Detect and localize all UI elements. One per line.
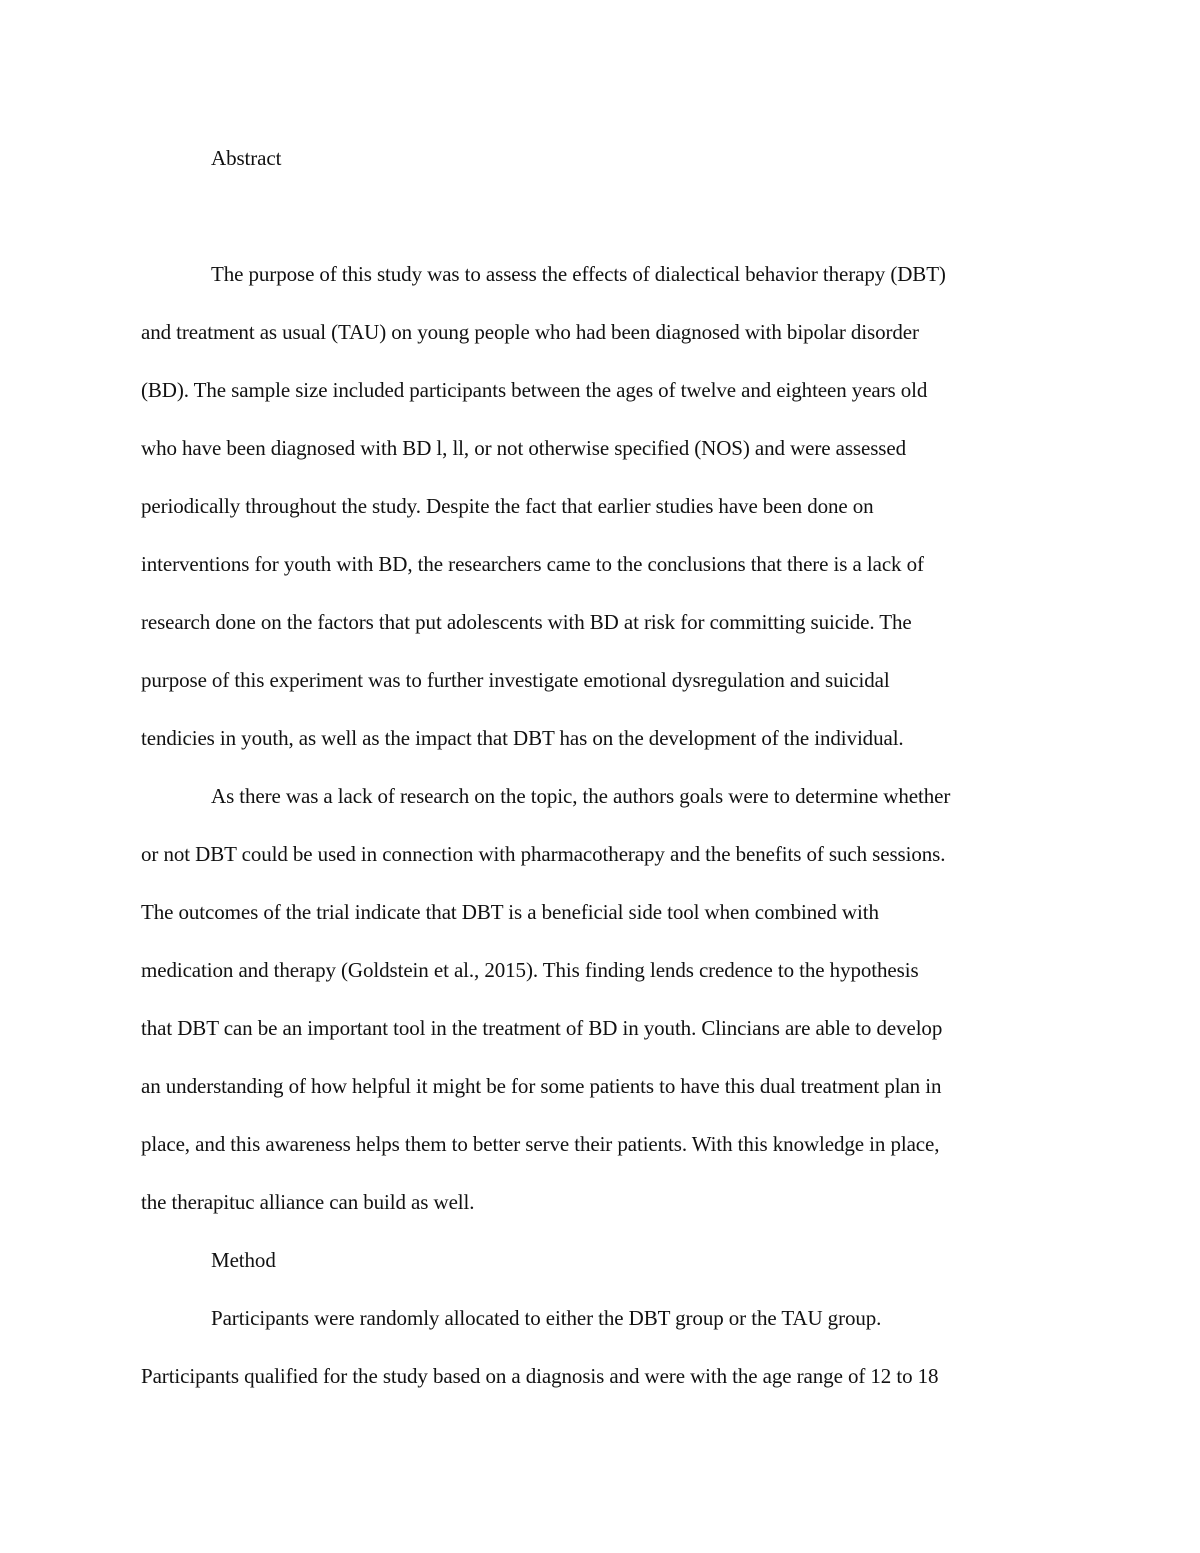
abstract-line: research done on the factors that put adolescents with BD at risk for committing suicide. The — [141, 610, 912, 634]
abstract-line: The outcomes of the trial indicate that DBT is a beneficial side tool when combined with — [141, 900, 879, 924]
abstract-line: (BD). The sample size included participants between the ages of twelve and eighteen years old — [141, 378, 928, 402]
abstract-line: periodically throughout the study. Despite the fact that earlier studies have been done on — [141, 494, 874, 518]
abstract-line: tendicies in youth, as well as the impact that DBT has on the development of the individual. — [141, 726, 904, 750]
abstract-line: purpose of this experiment was to further investigate emotional dysregulation and suicidal — [141, 668, 890, 692]
abstract-line: medication and therapy (Goldstein et al., 2015). This finding lends credence to the hypothesis — [141, 958, 919, 982]
abstract-heading: Abstract — [211, 146, 282, 170]
abstract-line: that DBT can be an important tool in the treatment of BD in youth. Clincians are able to develop — [141, 1016, 943, 1040]
abstract-line: As there was a lack of research on the topic, the authors goals were to determine whether — [211, 784, 951, 808]
abstract-line: and treatment as usual (TAU) on young people who had been diagnosed with bipolar disorder — [141, 320, 919, 344]
abstract-line: an understanding of how helpful it might be for some patients to have this dual treatment plan in — [141, 1074, 942, 1098]
abstract-line: or not DBT could be used in connection with pharmacotherapy and the benefits of such sessions. — [141, 842, 946, 866]
abstract-line: interventions for youth with BD, the researchers came to the conclusions that there is a lack of — [141, 552, 924, 576]
abstract-line: place, and this awareness helps them to better serve their patients. With this knowledge in place, — [141, 1132, 940, 1156]
method-heading: Method — [211, 1248, 276, 1272]
abstract-line: the therapituc alliance can build as well. — [141, 1190, 475, 1214]
abstract-line: The purpose of this study was to assess the effects of dialectical behavior therapy (DBT) — [211, 262, 946, 286]
abstract-line: who have been diagnosed with BD l, ll, or not otherwise specified (NOS) and were assessed — [141, 436, 906, 460]
method-line: Participants qualified for the study based on a diagnosis and were with the age range of 12 to 18 — [141, 1364, 939, 1388]
method-line: Participants were randomly allocated to either the DBT group or the TAU group. — [211, 1306, 882, 1330]
